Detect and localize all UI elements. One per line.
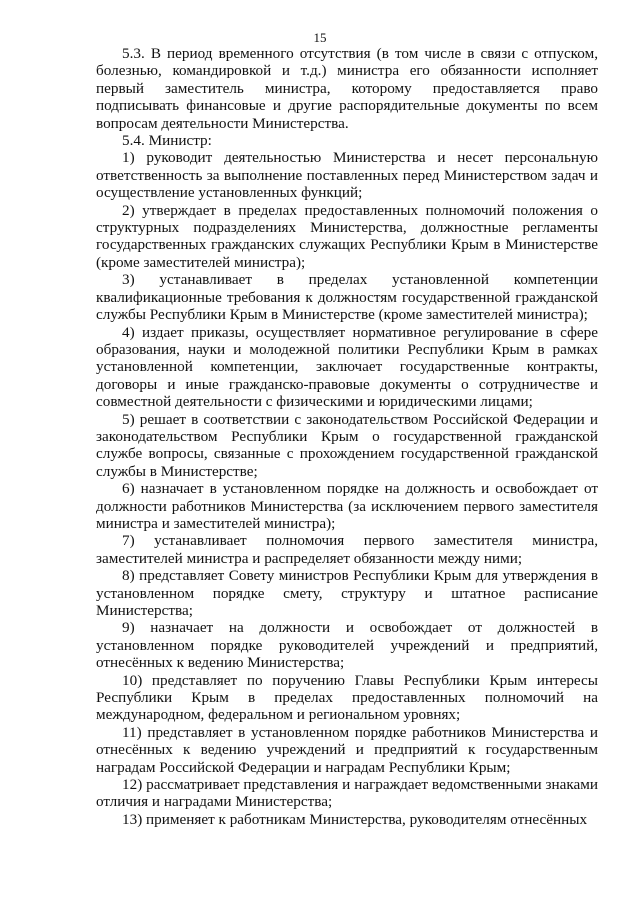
list-item-2: 2) утверждает в пределах предоставленных полномочий положения о структурных подразделениях Министерства, должностные регламенты государственных гражданских служащих Республики Крым в Министерстве (кроме заместителей министра); [96, 201, 598, 271]
paragraph-5-3: 5.3. В период временного отсутствия (в том числе в связи с отпуском, болезнью, командировкой и т.д.) министра его обязанности исполняет первый заместитель министра, которому предоставляется право подписывать финансовые и другие распорядительные документы по всем вопросам деятельности Министерства. [96, 45, 598, 132]
list-item-7: 7) устанавливает полномочия первого заместителя министра, заместителей министра и распределяет обязанности между ними; [96, 532, 598, 567]
list-item-5: 5) решает в соответствии с законодательством Российской Федерации и законодательством Республики Крым о государственной гражданской службе вопросы, связанные с прохождением государственной гражданской службы в Министерстве; [96, 410, 598, 480]
list-item-8: 8) представляет Совету министров Республики Крым для утверждения в установленном порядке смету, структуру и штатное расписание Министерства; [96, 567, 598, 619]
list-item-11: 11) представляет в установленном порядке работников Министерства и отнесённых к ведению учреждений и предприятий к государственным наградам Российской Федерации и наградам Республики Крым; [96, 723, 598, 776]
list-item-3: 3) устанавливает в пределах установленной компетенции квалификационные требования к должностям государственной гражданской службы Республики Крым в Министерстве (кроме заместителей министра); [96, 271, 598, 324]
list-item-6: 6) назначает в установленном порядке на должность и освобождает от должности работников Министерства (за исключением первого заместителя министра и заместителей министра); [96, 480, 598, 532]
list-item-9: 9) назначает на должности и освобождает от должностей в установленном порядке руководителей учреждений и предприятий, отнесённых к ведению Министерства; [96, 619, 598, 672]
list-item-13: 13) применяет к работникам Министерства, руководителям отнесённых [122, 810, 588, 828]
document-body [96, 45, 598, 828]
list-item-10: 10) представляет по поручению Главы Республики Крым интересы Республики Крым в пределах предоставленных полномочий на международном, федеральном и региональном уровнях; [96, 671, 598, 724]
list-item-4: 4) издает приказы, осуществляет нормативное регулирование в сфере образования, науки и молодежной политики Республики Крым в рамках установленной компетенции, заключает государственные контракты, договоры и иные гражданско-правовые документы о сотрудничестве и совместной деятельности с физическими и юридическими лицами; [96, 323, 598, 411]
list-item-12: 12) рассматривает представления и награждает ведомственными знаками отличия и наградами Министерства; [96, 776, 598, 811]
list-item-1: 1) руководит деятельностью Министерства и несет персональную ответственность за выполнение поставленных перед Министерством задач и осуществление установленных функций; [96, 149, 598, 202]
page-number: 15 [313, 30, 327, 45]
paragraph-5-4-heading: 5.4. Министр: [122, 132, 212, 150]
